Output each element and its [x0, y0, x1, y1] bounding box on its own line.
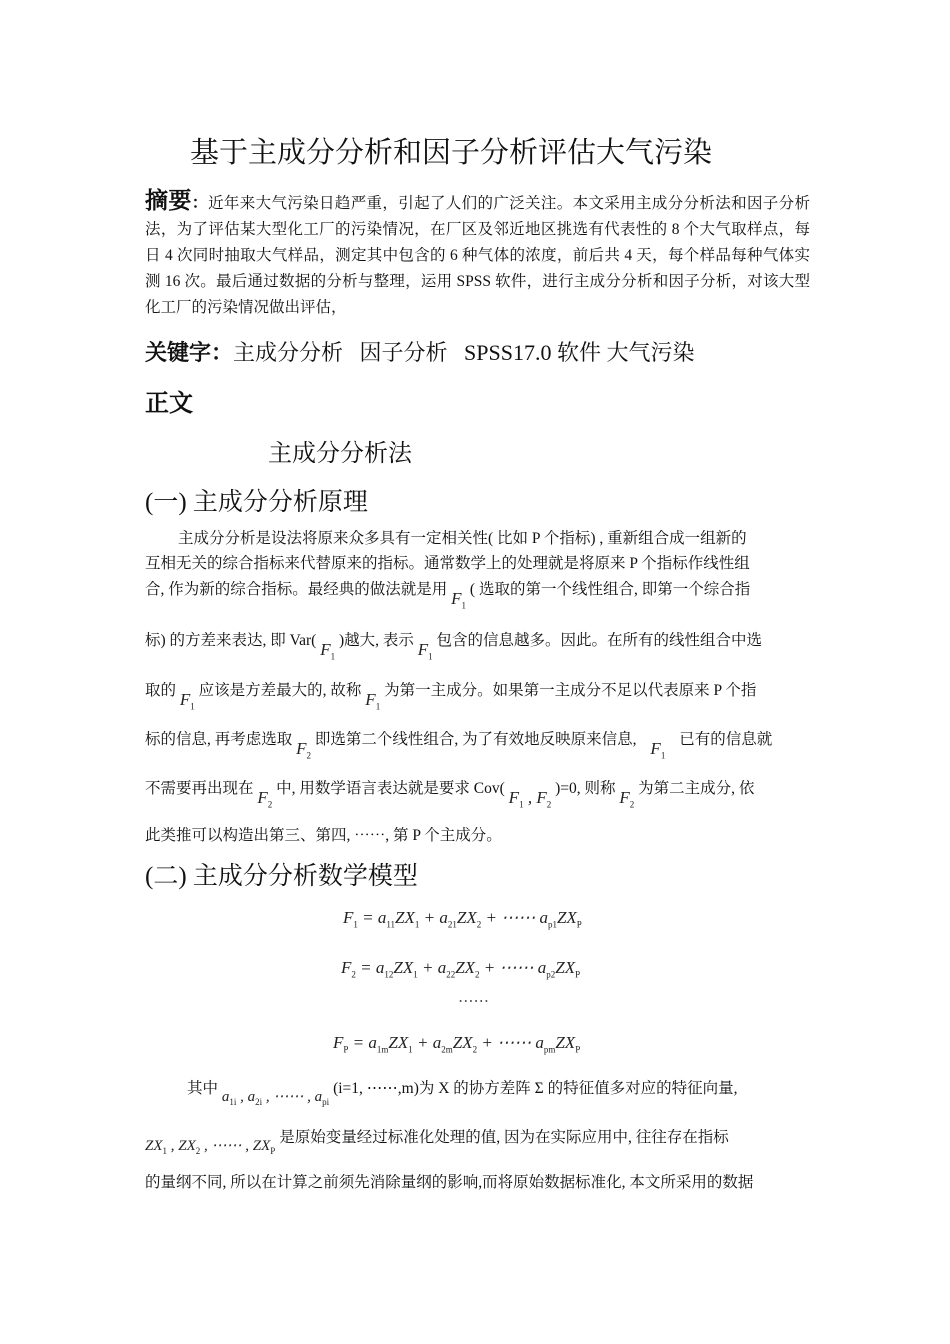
abstract-text: 近年来大气污染日趋严重，引起了人们的广泛关注。本文采用主成分分析法和因子分析法，为了评估某大型化工厂的污染情况，在厂区及邻近地区挑选有代表性的 8 个大气取样点，每日 4 次同时抽取大气样品，测定其中包含的 6 种气体的浓度，前后共 4 天，每个样品每种气体实测 16 次。最后通过数据的分析与整理，运用 SPSS 软件，进行主成分分析和因子分析，对该大型化工厂的污染情况做出评估， — [145, 195, 810, 316]
keywords-line — [145, 336, 694, 367]
s1-l5b: 应该是方差最大的, 故称 — [198, 682, 362, 699]
keywords-label: 关键字： — [145, 341, 234, 366]
method-heading: 主成分分析法 — [268, 441, 412, 467]
abstract-label: 摘要 — [145, 188, 192, 214]
s1-l4a: 标) 的方差来表达, 即 Var( — [145, 632, 317, 649]
math-f1: $F_1$ — [179, 690, 195, 712]
s1-line-4 — [145, 628, 763, 662]
s1-line-7 — [145, 776, 755, 810]
document-title: 基于主成分分析和因子分析评估大气污染 — [190, 137, 713, 169]
s1-line-1: 主成分分析是设法将原来众多具有一定相关性( 比如 P 个指标) , 重新组合成一组新的 — [178, 530, 747, 547]
math-f2: $F_2$ — [619, 788, 635, 810]
main-heading: 正文 — [145, 389, 193, 417]
s2-line-3: 的量纲不同, 所以在计算之前须先消除量纲的影响,而将原始数据标准化, 本文所采用的数据 — [145, 1174, 754, 1191]
math-a-vector: $a_{1i}$ , $a_{2i}$ , ⋯⋯ , $a_{pi}$ — [221, 1089, 330, 1107]
equation-f1: $F_1 = a_{11}ZX_1 + a_{21}ZX_2$ + ⋯⋯ $a_{p1}ZX_P$ — [343, 908, 582, 930]
s1-l5a: 取的 — [145, 682, 177, 699]
math-f1-f2: $F_1$ , $F_2$ — [508, 788, 552, 810]
math-f1: $F_1$ — [417, 640, 433, 662]
section2-heading: (二) 主成分分析数学模型 — [145, 863, 418, 890]
s1-l6a: 标的信息, 再考虑选取 — [145, 731, 293, 748]
s2-line-2 — [145, 1125, 729, 1156]
abstract-colon: ： — [191, 193, 209, 212]
math-f1: $F_1$ — [365, 690, 381, 712]
s1-l4c: 包含的信息越多。因此。在所有的线性组合中选 — [436, 632, 763, 649]
math-f1: $F_1$ — [320, 640, 336, 662]
s1-l7c: )=0, 则称 — [555, 780, 616, 797]
keywords-text: 主成分分析 因子分析 SPSS17.0 软件 大气污染 — [233, 340, 695, 365]
equation-fp: $F_P = a_{1m}ZX_1 + a_{2m}ZX_2$ + ⋯⋯ $a_{pm}ZX_P$ — [333, 1033, 581, 1055]
s2-line-1 — [187, 1076, 738, 1107]
equation-ellipsis: ⋯⋯ — [458, 993, 489, 1010]
math-f2: $F_2$ — [257, 788, 273, 810]
math-f2: $F_2$ — [296, 739, 312, 761]
abstract-paragraph — [145, 188, 810, 321]
s1-line-8: 此类推可以构造出第三、第四, ⋯⋯, 第 P 个主成分。 — [145, 827, 502, 844]
s1-l3b: ( 选取的第一个线性组合, 即第一个综合指 — [469, 581, 751, 598]
s2-l1b: (i=1, ⋯⋯,m)为 X 的协方差阵 Σ 的特征值多对应的特征向量, — [333, 1080, 738, 1097]
math-f1: $F_1$ — [650, 739, 666, 761]
s1-l6b: 即选第二个线性组合, 为了有效地反映原来信息, — [314, 731, 637, 748]
equation-f2: $F_2 = a_{12}ZX_1 + a_{22}ZX_2$ + ⋯⋯ $a_{p2}ZX_P$ — [341, 958, 581, 980]
s1-line-3 — [145, 577, 751, 611]
s1-l7b: 中, 用数学语言表达就是要求 Cov( — [276, 780, 505, 797]
math-f1: $F_1$ — [451, 589, 467, 611]
s2-l2a: 是原始变量经过标准化处理的值, 因为在实际应用中, 往往存在指标 — [279, 1129, 729, 1146]
s1-l4b: )越大, 表示 — [338, 632, 414, 649]
s1-line-6 — [145, 727, 773, 761]
s1-l5c: 为第一主成分。如果第一主成分不足以代表原来 P 个指 — [384, 682, 757, 699]
s1-l7a: 不需要再出现在 — [145, 780, 254, 797]
s1-l7d: 为第二主成分, 依 — [638, 780, 755, 797]
s1-l3a: 合, 作为新的综合指标。最经典的做法就是用 — [145, 581, 448, 598]
s1-line-5 — [145, 678, 757, 712]
math-zx-vector: $ZX_1$ , $ZX_2$ , ⋯⋯ , $ZX_P$ — [145, 1138, 276, 1156]
section1-heading: (一) 主成分分析原理 — [145, 489, 368, 516]
s1-l6c: 已有的信息就 — [679, 731, 773, 748]
s2-l1a: 其中 — [187, 1080, 219, 1097]
s1-line-2: 互相无关的综合指标来代替原来的指标。通常数学上的处理就是将原来 P 个指标作线性组 — [145, 555, 750, 572]
